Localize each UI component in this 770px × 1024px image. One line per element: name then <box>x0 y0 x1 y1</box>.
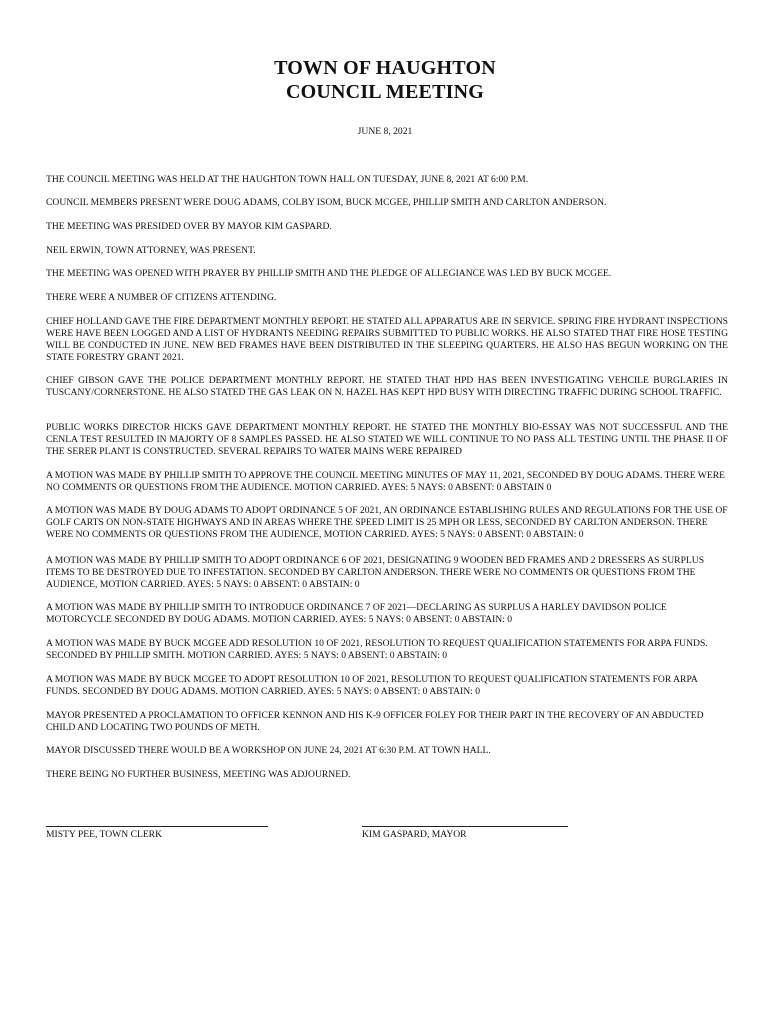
paragraph-motion-ordinance-6: A MOTION WAS MADE BY PHILLIP SMITH TO ADOPT ORDINANCE 6 OF 2021, DESIGNATING 9 WOODEN BED FRAMES AND 2 DRESSERS AS SURPLUS ITEMS TO BE DESTROYED DUE TO INFESTATION. SECONDED BY CARLTON ANDERSON. THERE WERE NO COMMENTS OR QUESTIONS FROM THE AUDIENCE, MOTION CARRIED. AYES: 5 NAYS: 0 ABSENT: 0 ABSTAIN: 0 <box>46 555 705 590</box>
paragraph-attorney: NEIL ERWIN, TOWN ATTORNEY, WAS PRESENT. <box>46 245 256 256</box>
document-title-line2: COUNCIL MEETING <box>285 81 485 103</box>
paragraph-motion-ordinance-5: A MOTION WAS MADE BY DOUG ADAMS TO ADOPT ORDINANCE 5 OF 2021, AN ORDINANCE ESTABLISHING RULES AND REGULATIONS FOR THE USE OF GOLF CARTS ON NON-STATE HIGHWAYS AND IN AREAS WHERE THE SPEED LIMIT IS 25 MPH OR LESS, SECONDED BY CARLTON ANDERSON. THERE WERE NO COMMENTS OR QUESTIONS FROM THE AUDIENCE, MOTION CARRIED. AYES: 5 NAYS: 0 ABSENT: 0 ABSTAIN: 0 <box>46 505 728 540</box>
paragraph-workshop: MAYOR DISCUSSED THERE WOULD BE A WORKSHOP ON JUNE 24, 2021 AT 6:30 P.M. AT TOWN HALL. <box>46 745 491 756</box>
paragraph-police-report: CHIEF GIBSON GAVE THE POLICE DEPARTMENT MONTHLY REPORT. HE STATED THAT HPD HAS BEEN INVESTIGATING VEHCILE BURGLARIES IN TUSCANY/CORNERSTONE. HE ALSO STATED THE GAS LEAK ON N. HAZEL HAS KEPT HPD BUSY WITH DIRECTING TRAFFIC DURING SCHOOL TRAFFIC. <box>46 375 728 398</box>
clerk-signature-name: MISTY PEE, TOWN CLERK <box>46 829 163 840</box>
paragraph-motion-ordinance-7: A MOTION WAS MADE BY PHILLIP SMITH TO INTRODUCE ORDINANCE 7 OF 2021—DECLARING AS SURPLUS A HARLEY DAVIDSON POLICE MOTORCYCLE SECONDED BY DOUG ADAMS. MOTION CARRIED. AYES: 5 NAYS: 0 ABSENT: 0 ABSTAIN: 0 <box>46 602 667 625</box>
paragraph-prayer-pledge: THE MEETING WAS OPENED WITH PRAYER BY PHILLIP SMITH AND THE PLEDGE OF ALLEGIANCE WAS LED BY BUCK MCGEE. <box>46 268 612 279</box>
paragraph-motion-adopt-resolution-10: A MOTION WAS MADE BY BUCK MCGEE TO ADOPT RESOLUTION 10 OF 2021, RESOLUTION TO REQUEST QUALIFICATION STATEMENTS FOR ARPA FUNDS. SECONDED BY DOUG ADAMS. MOTION CARRIED. AYES: 5 NAYS: 0 ABSENT: 0 ABSTAIN: 0 <box>46 674 698 697</box>
meeting-date: JUNE 8, 2021 <box>357 126 413 137</box>
paragraph-public-works-report: PUBLIC WORKS DIRECTOR HICKS GAVE DEPARTMENT MONTHLY REPORT. HE STATED THE MONTHLY BIO-ESSAY WAS NOT SUCCESSFUL AND THE CENLA TEST RESULTED IN MAJORTY OF 8 SAMPLES PASSED. HE ALSO STATED WE WILL CONTINUE TO NO PASS ALL TESTING UNTIL THE PHASE II OF THE SERER PLANT IS CONSTRUCTED. SEVERAL REPAIRS TO WATER MAINS WERE REPAIRED <box>46 422 728 457</box>
paragraph-fire-report: CHIEF HOLLAND GAVE THE FIRE DEPARTMENT MONTHLY REPORT. HE STATED ALL APPARATUS ARE IN SERVICE. SPRING FIRE HYDRANT INSPECTIONS WERE HAVE BEEN LOGGED AND A LIST OF HYDRANTS NEEDING REPAIRS SUBMITTED TO PUBLIC WORKS. HE ALSO STATED THAT FIRE HOSE TESTING WILL BE CONDUCTED IN JUNE. NEW BED FRAMES HAVE BEEN DISTRIBUTED IN THE SLEEPING QUARTERS. HE ALSO HAS BEGUN WORKING ON THE STATE FORESTRY GRANT 2021. <box>46 316 728 363</box>
paragraph-presided: THE MEETING WAS PRESIDED OVER BY MAYOR KIM GASPARD. <box>46 221 332 232</box>
paragraph-motion-add-resolution-10: A MOTION WAS MADE BY BUCK MCGEE ADD RESOLUTION 10 OF 2021, RESOLUTION TO REQUEST QUALIFICATION STATEMENTS FOR ARPA FUNDS. SECONDED BY PHILLIP SMITH. MOTION CARRIED. AYES: 5 NAYS: 0 ABSENT: 0 ABSTAIN: 0 <box>46 638 708 661</box>
mayor-signature-name: KIM GASPARD, MAYOR <box>362 829 467 840</box>
paragraph-motion-minutes: A MOTION WAS MADE BY PHILLIP SMITH TO APPROVE THE COUNCIL MEETING MINUTES OF MAY 11, 2021, SECONDED BY DOUG ADAMS. THERE WERE NO COMMENTS OR QUESTIONS FROM THE AUDIENCE. MOTION CARRIED. AYES: 5 NAYS: 0 ABSENT: 0 ABSTAIN 0 <box>46 470 725 493</box>
paragraph-citizens: THERE WERE A NUMBER OF CITIZENS ATTENDING. <box>46 292 277 303</box>
mayor-signature-line <box>362 826 568 827</box>
paragraph-meeting-held: THE COUNCIL MEETING WAS HELD AT THE HAUGHTON TOWN HALL ON TUESDAY, JUNE 8, 2021 AT 6:00 P.M. <box>46 174 529 185</box>
paragraph-adjourned: THERE BEING NO FURTHER BUSINESS, MEETING WAS ADJOURNED. <box>46 769 351 780</box>
document-title-line1: TOWN OF HAUGHTON <box>274 57 496 79</box>
clerk-signature-line <box>46 826 268 827</box>
paragraph-members-present: COUNCIL MEMBERS PRESENT WERE DOUG ADAMS, COLBY ISOM, BUCK MCGEE, PHILLIP SMITH AND CARLTON ANDERSON. <box>46 197 607 208</box>
paragraph-proclamation: MAYOR PRESENTED A PROCLAMATION TO OFFICER KENNON AND HIS K-9 OFFICER FOLEY FOR THEIR PART IN THE RECOVERY OF AN ABDUCTED CHILD AND LOCATING TWO POUNDS OF METH. <box>46 710 704 733</box>
